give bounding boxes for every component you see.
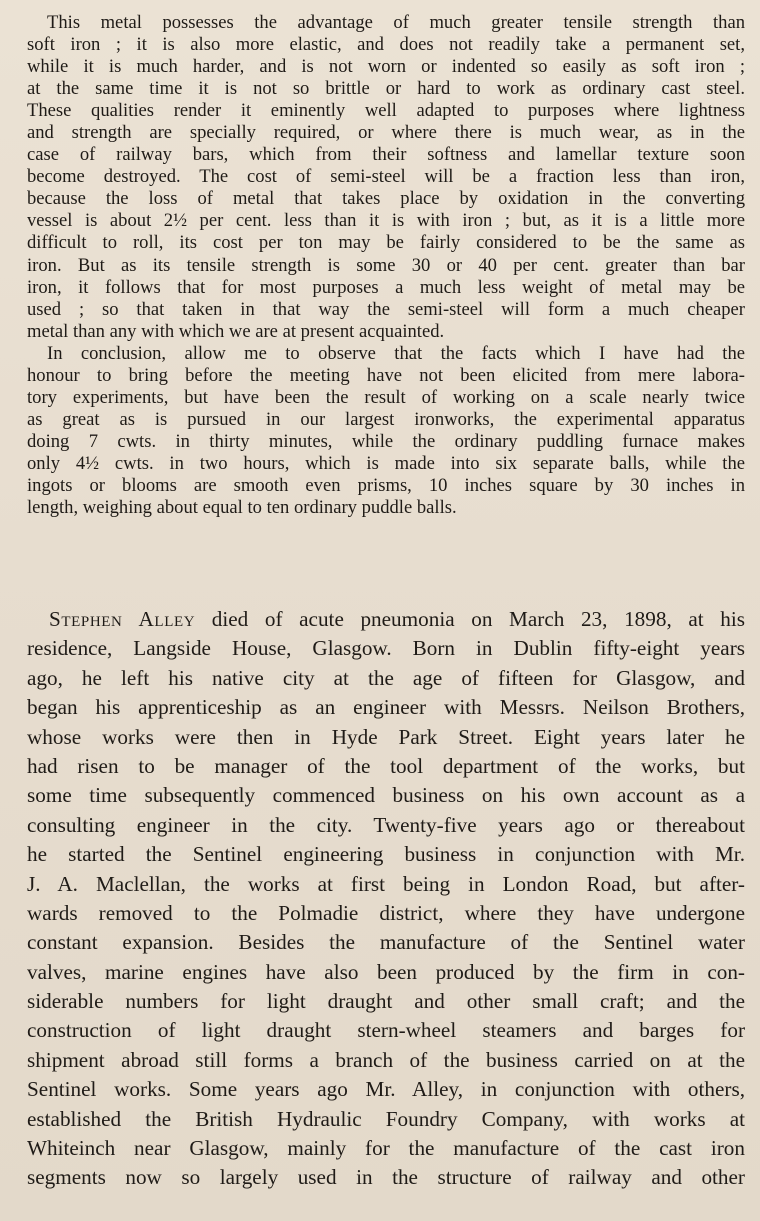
text-line: shipment abroad still forms a branch of the business carried on at the (27, 1047, 745, 1072)
text-line: because the loss of metal that takes place by oxidation in the converting (27, 188, 745, 210)
text-line: doing 7 cwts. in thirty minutes, while the ordinary puddling furnace makes (27, 430, 745, 452)
text-line: and strength are specially required, or where there is much wear, as in the (27, 122, 745, 144)
text-line: metal than any with which we are at present acquainted. (27, 320, 445, 342)
obituary-name: Stephen Alley (49, 607, 196, 631)
text-line: only 4½ cwts. in two hours, which is made into six separate balls, while the (27, 452, 745, 474)
obituary-first-line (27, 605, 745, 634)
text-line: as great as is pursued in our largest ironworks, the experimental apparatus (27, 408, 745, 430)
text-line: began his apprenticeship as an engineer with Messrs. Neilson Brothers, (27, 695, 745, 720)
text-line: iron. But as its tensile strength is some 30 or 40 per cent. greater than bar (27, 254, 745, 276)
text-line: become destroyed. The cost of semi-steel will be a fraction less than iron, (27, 166, 745, 188)
text-line: Sentinel works. Some years ago Mr. Alley, in conjunction with others, (27, 1077, 745, 1102)
text-line: had risen to be manager of the tool department of the works, but (27, 753, 745, 778)
text-line: residence, Langside House, Glasgow. Born in Dublin fifty-eight years (27, 636, 745, 661)
text-line: This metal possesses the advantage of much greater tensile strength than (47, 12, 745, 33)
text-line: valves, marine engines have also been produced by the firm in con- (27, 959, 745, 984)
text-line: difficult to roll, its cost per ton may be fairly considered to be the same as (27, 232, 745, 254)
text-line: In conclusion, allow me to observe that the facts which I have had the (47, 342, 745, 364)
text-line: case of railway bars, which from their softness and lamellar texture soon (27, 144, 745, 166)
text-line: iron, it follows that for most purposes a much less weight of metal may be (27, 276, 745, 298)
text-line: ingots or blooms are smooth even prisms, 10 inches square by 30 inches in (27, 474, 745, 496)
text-line: wards removed to the Polmadie district, where they have undergone (27, 900, 745, 925)
paragraph-semi-steel-advantages (27, 12, 745, 343)
paragraph-conclusion (27, 343, 745, 519)
semi-steel-passage (27, 12, 745, 519)
text-line: segments now so largely used in the structure of railway and other (27, 1165, 745, 1190)
text-line: Whiteinch near Glasgow, mainly for the manufacture of the cast iron (27, 1136, 745, 1161)
text-line: consulting engineer in the city. Twenty-five years ago or thereabout (27, 812, 745, 837)
text-line: length, weighing about equal to ten ordinary puddle balls. (27, 497, 457, 519)
text-line: established the British Hydraulic Foundry Company, with works at (27, 1106, 745, 1131)
text-line: vessel is about 2½ per cent. less than it is with iron ; but, as it is a little more (27, 210, 745, 232)
text-line: J. A. Maclellan, the works at first being in London Road, but after- (27, 871, 745, 896)
text-line: while it is much harder, and is not worn or indented so easily as soft iron ; (27, 56, 745, 78)
text-line: ago, he left his native city at the age of fifteen for Glasgow, and (27, 665, 745, 690)
obituary-stephen-alley (27, 605, 745, 1193)
text-line: construction of light draught stern-wheel steamers and barges for (27, 1018, 745, 1043)
text-line: he started the Sentinel engineering business in conjunction with Mr. (27, 842, 745, 867)
text-line: constant expansion. Besides the manufacture of the Sentinel water (27, 930, 745, 955)
text-line: used ; so that taken in that way the semi-steel will form a much cheaper (27, 298, 745, 320)
text-line: whose works were then in Hyde Park Street. Eight years later he (27, 724, 745, 749)
text-line: These qualities render it eminently well adapted to purposes where lightness (27, 100, 745, 122)
text-line: tory experiments, but have been the result of working on a scale nearly twice (27, 386, 745, 408)
text-fragment: died of acute pneumonia on March 23, 1898, at his (195, 607, 745, 631)
text-line: soft iron ; it is also more elastic, and does not readily take a permanent set, (27, 34, 745, 56)
text-line: honour to bring before the meeting have not been elicited from mere labora- (27, 364, 745, 386)
text-line: at the same time it is not so brittle or hard to work as ordinary cast steel. (27, 78, 745, 100)
text-line: siderable numbers for light draught and other small craft; and the (27, 989, 745, 1014)
text-line: some time subsequently commenced business on his own account as a (27, 783, 745, 808)
